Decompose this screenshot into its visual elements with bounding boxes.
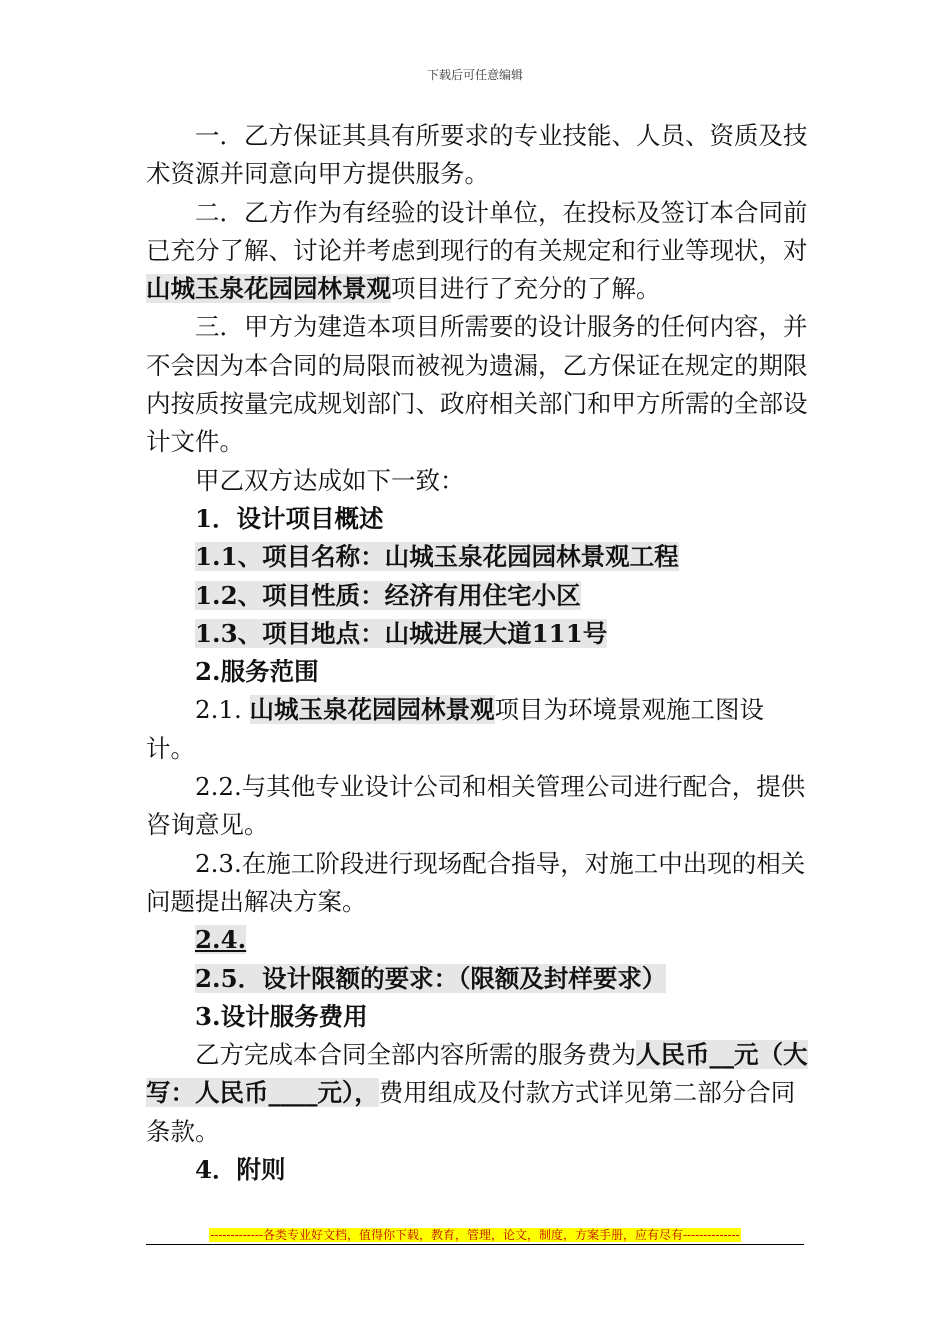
project-name-highlight: 山城玉泉花园园林景观 bbox=[146, 274, 391, 304]
clause-two-text-a: 二．乙方作为有经验的设计单位，在投标及签订本合同前已充分了解、讨论并考虑到现行的有关规定和行业等现状，对 bbox=[146, 197, 808, 265]
fee-amount-highlight: 人民币__元（大写：人民币____元）， bbox=[146, 1040, 808, 1108]
section-3-title: 3.设计服务费用 bbox=[195, 1001, 368, 1031]
item-2-4-text: 2.4. bbox=[195, 925, 247, 955]
item-2-1-prefix: 2.1. bbox=[195, 695, 250, 725]
item-1-3 bbox=[146, 615, 811, 653]
item-2-1 bbox=[146, 691, 811, 768]
clause-two bbox=[146, 194, 811, 309]
item-2-3: 2.3.在施工阶段进行现场配合指导，对施工中出现的相关问题提出解决方案。 bbox=[146, 848, 806, 916]
footer-banner-text: -------------各类专业好文档，值得你下载，教育，管理，论文，制度，方案手册，应有尽有-------------- bbox=[210, 1228, 740, 1242]
item-1-2 bbox=[146, 577, 811, 615]
item-2-4 bbox=[146, 921, 811, 959]
service-fee-text-b: 费用组成及付款方式详见第二部分合同条款。 bbox=[146, 1078, 796, 1146]
clause-one: 一．乙方保证其具有所要求的专业技能、人员、资质及技术资源并同意向甲方提供服务。 bbox=[146, 121, 808, 189]
item-2-1-highlight: 山城玉泉花园园林景观 bbox=[249, 695, 495, 725]
item-2-2: 2.2.与其他专业设计公司和相关管理公司进行配合，提供咨询意见。 bbox=[146, 772, 806, 840]
clause-three: 三．甲方为建造本项目所需要的设计服务的任何内容，并不会因为本合同的局限而被视为遗漏，乙方保证在规定的期限内按质按量完成规划部门、政府相关部门和甲方所需的全部设计文件。 bbox=[146, 312, 808, 457]
item-1-1 bbox=[146, 538, 811, 576]
item-1-3-text: 1.3、项目地点：山城进展大道111号 bbox=[195, 618, 608, 648]
item-1-2-text: 1.2、项目性质：经济有用住宅小区 bbox=[195, 580, 581, 610]
agreement-statement: 甲乙双方达成如下一致： bbox=[195, 465, 465, 495]
section-2-title: 2.服务范围 bbox=[195, 657, 319, 687]
footer-divider bbox=[146, 1244, 804, 1245]
document-body bbox=[146, 117, 811, 1189]
item-2-1-text: 项目为环境景观施工图设计。 bbox=[146, 695, 765, 763]
item-1-1-text: 1.1、项目名称：山城玉泉花园园林景观工程 bbox=[195, 542, 679, 572]
section-4-title: 4．附则 bbox=[195, 1155, 286, 1185]
clause-two-text-b: 项目进行了充分的了解。 bbox=[391, 274, 661, 304]
service-fee-paragraph bbox=[146, 1036, 811, 1151]
service-fee-text-a: 乙方完成本合同全部内容所需的服务费为 bbox=[195, 1040, 636, 1070]
page-header: 下载后可任意编辑 bbox=[426, 68, 523, 82]
page-footer bbox=[146, 1226, 804, 1244]
section-1-title: 1．设计项目概述 bbox=[195, 503, 384, 533]
item-2-5-text: 2.5．设计限额的要求：（限额及封样要求） bbox=[195, 963, 667, 993]
item-2-5 bbox=[146, 960, 811, 998]
